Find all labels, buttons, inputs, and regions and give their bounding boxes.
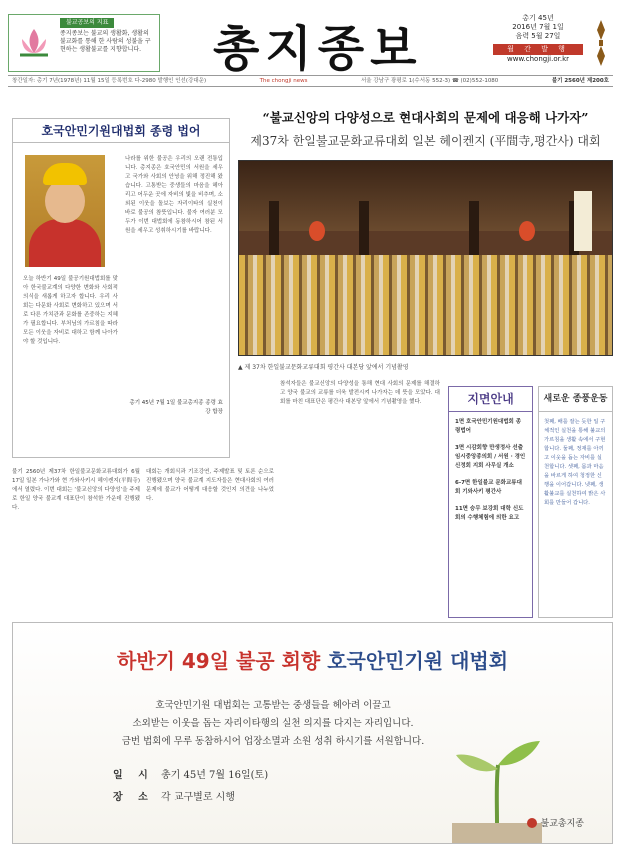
new-movement-box — [538, 386, 613, 618]
ad-body-line: 소외받는 이웃을 돕는 자리이타행의 실천 의지를 다지는 자리입니다. — [132, 718, 414, 729]
ad-title-red: 하반기 49일 불공 회향 — [116, 649, 321, 673]
page-index — [448, 386, 533, 618]
ad-place-label: 장 소 — [113, 792, 154, 803]
sidebar-article — [12, 118, 230, 458]
index-item[interactable]: 11면 승무 보강회 대학 신도회의 수행체험에 의한 요고 — [455, 506, 524, 521]
newspaper-title: 총지종보 — [213, 21, 423, 77]
site-label: The chongji news — [259, 78, 308, 84]
contact-info: 서울 강남구 광평로 1(수서동 552-3) ☎ (02)552-1080 — [360, 78, 499, 84]
lotus-icon — [12, 18, 56, 68]
ad-body — [73, 697, 473, 751]
sidebar-article-title: 호국안민기원대법회 종령 법어 — [13, 119, 229, 143]
ad-logo — [527, 816, 584, 829]
vajra-icon — [591, 18, 611, 68]
main-headline: “불교신앙의 다양성으로 현대사회의 문제에 대응해 나가자” — [262, 110, 589, 125]
article-col-1: 불기 2560년 제37차 한일불교문화교류대회가 6월 17일 일본 가나가와 현 가와사키시 헤이켄지(平間寺)에서 열렸다. 이번 대회는 ‘불교신앙의 다양성’을 주제로 한일 양국 불교계 대표단이 참석한 가운데 진행됐다. — [12, 469, 140, 511]
event-advertisement — [12, 622, 613, 844]
new-movement-title: 새로운 종풍운동 — [539, 387, 612, 412]
index-item[interactable]: 6-7면 한일불교 문화교류대회 기와사키 평간사 — [455, 480, 522, 495]
article-col-3: 참석자들은 불교신앙의 다양성을 통해 현대 사회의 문제를 해결하고 양국 불교의 교류를 더욱 발전시켜 나가자는 데 뜻을 모았다. 대회를 마친 대표단은 평간사 대본당 앞에서 기념촬영을 했다. — [280, 381, 440, 405]
issue-year: 총기 45년 — [522, 14, 554, 22]
ad-body-line: 금번 법회에 무루 동참하시어 업장소멸과 소원 성취 하시기를 서원합니다. — [121, 736, 425, 747]
ad-date-value: 총기 45년 7월 16일(토) — [161, 770, 269, 781]
portrait-photo — [25, 155, 105, 267]
website-link[interactable]: www.chongji.or.kr — [507, 55, 569, 63]
group-photo — [238, 160, 613, 356]
registration-info: 창간일자: 총기 7년(1978년) 11월 15일 등록번호 다-2980 발행인 인선(강대운) — [12, 78, 207, 84]
info-bar — [8, 75, 613, 87]
index-item[interactable]: 1면 호국안민기원대법회 종령법어 — [455, 419, 522, 434]
ad-date-label: 일 시 — [113, 770, 154, 781]
article-col-2: 대회는 개회식과 기조강연, 주제발표 및 토론 순으로 진행됐으며 양국 불교계 지도자들은 현대사회의 여러 문제에 불교가 어떻게 대응할 것인지 의견을 나누었다. — [146, 469, 274, 502]
sidebar-signature: 총기 45년 7월 1일 불교총지종 종령 효강 합장 — [129, 400, 223, 415]
motto-text: 종지종보는 불교의 생활화, 생활의 불교화를 통해 한 사람의 성불을 구현하는 생활불교를 지향합니다. — [60, 30, 151, 53]
page-index-title: 지면안내 — [449, 387, 532, 412]
photo-caption: ▲ 제 37차 한일불교문화교류대회 평간사 대본당 앞에서 기념촬영 — [238, 364, 409, 371]
motto-label: 불교공보의 지표 — [60, 18, 114, 28]
sidebar-para-1: 오늘 하반기 49일 불공기원대법회를 맞아 한국불교계의 다양한 변화와 사회적 의식을 새롭게 하고자 합니다. 우리 사회는 다문화 사회로 변화하고 있으며 서로 다른 가치관과 문화를 존중하는 지혜가 필요합니다. 부처님의 가르침을 따라 모든 이웃을 자비로 대하고 함께 나아가야 할 것입니다. — [23, 276, 118, 345]
issue-date: 2016년 7월 1일 — [512, 23, 564, 31]
issue-lunar: 음력 5월 27일 — [515, 32, 561, 40]
ad-info — [113, 765, 268, 809]
edition-badge: 월 간 발 행 — [493, 44, 583, 55]
ad-body-line: 호국안민기원 대법회는 고통받는 중생들을 헤아려 이끌고 — [155, 700, 391, 711]
ad-logo-text: 불교총지종 — [540, 819, 584, 829]
issue-info — [493, 14, 583, 64]
issue-number: 불기 2560년 제200호 — [551, 78, 609, 84]
main-subhead: 제37차 한일불교문화교류대회 일본 헤이켄지 (平間寺,평간사) 대회 — [250, 134, 601, 148]
index-item[interactable]: 3면 시감회향 만생정사 선출 임시중앙종의회 / 서원 · 경인 신정회 지회 사무실 개소 — [455, 445, 526, 469]
ad-title — [13, 645, 612, 674]
logo-icon — [527, 818, 537, 828]
sidebar-para-2: 나라를 위한 불공은 우리의 오랜 전통입니다. 총지종은 호국안민의 서원을 세우고 국가와 사회의 안녕을 위해 정진해 왔습니다. 고통받는 중생들의 마음을 헤아리고 어두운 곳에 자비의 빛을 비추며, 소외된 이웃을 돌보는 자리이타의 실천이 바로 불공의 참뜻입니다. 불자 여러분 모두가 이번 대법회에 동참하시어 참된 서원을 세우고 성취하시기를 바랍니다. — [125, 156, 223, 234]
motto-box — [8, 14, 160, 72]
masthead — [8, 8, 613, 77]
ad-place-value: 각 교구별로 시행 — [161, 792, 235, 803]
ad-title-blue: 호국안민기원 대법회 — [327, 649, 509, 673]
new-movement-text: 첫째, 배를 잘는 듯한 일 구체적인 실천을 통해 불교의 가르침을 생활 속에서 구현합니다. 둘째, 정재를 아끼고 이웃을 돕는 자비를 실천합니다. 셋째, 몸과 마음을 바르게 하여 청정한 신행을 이어갑니다. 넷째, 생활불교를 실천하여 밝은 사회를 만들어 갑니다. — [544, 419, 606, 506]
